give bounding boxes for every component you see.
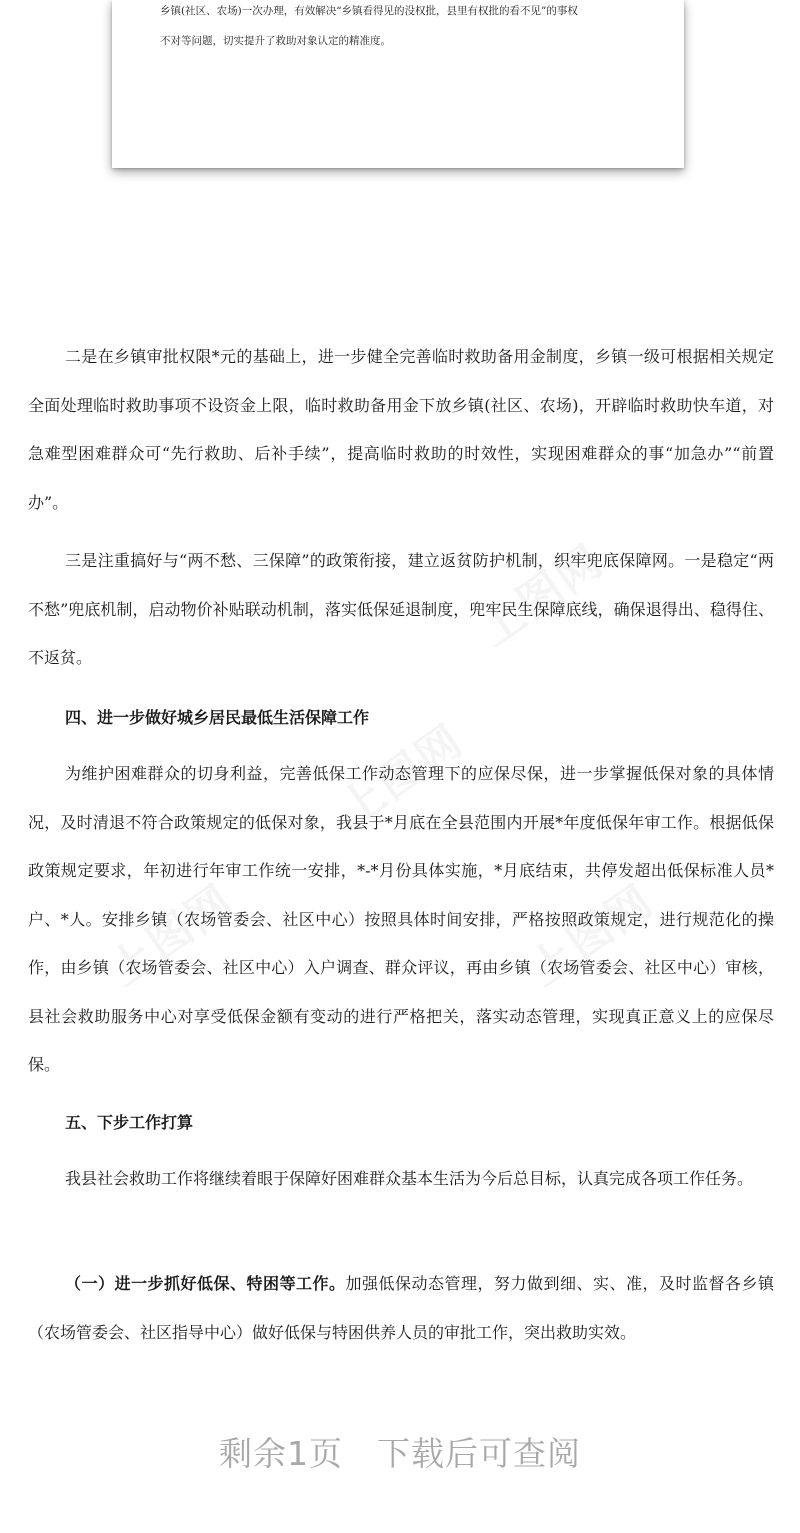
section-heading-4: 四、进一步做好城乡居民最低生活保障工作 <box>65 708 370 727</box>
download-to-view-label: 下载后可查阅 <box>377 1434 581 1473</box>
paragraph-minimum-living-security: 为维护困难群众的切身利益，完善低保工作动态管理下的应保尽保，进一步掌握低保对象的具体情况，及时清退不符合政策规定的低保对象，我县于*月底在全县范围内开展*年度低保年审工作。根据低保政策规定要求，年初进行年审工作统一安排，*-*月份具体实施，*月底结束，共停发超出低保标准人员*户、*人。安排乡镇（农场管委会、社区中心）按照具体时间安排，严格按照政策规定，进行规范化的操作，由乡镇（农场管委会、社区中心）入户调查、群众评议，再由乡镇（农场管委会、社区中心）审核，县社会救助服务中心对享受低保金额有变动的进行严格把关，落实动态管理，实现真正意义上的应保尽保。 <box>28 764 774 1074</box>
watermark: 上图网 <box>330 715 473 837</box>
preview-page-card <box>112 0 684 168</box>
remaining-pages-label: 剩余1页 <box>219 1434 343 1473</box>
preview-text-line-2: 不对等问题，切实提升了救助对象认定的精准度。 <box>160 35 391 47</box>
paragraph-temporary-assistance: 二是在乡镇审批权限*元的基础上，进一步健全完善临时救助备用金制度，乡镇一级可根据相关规定全面处理临时救助事项不设资金上限，临时救助备用金下放乡镇(社区、农场)，开辟临时救助快车道，对急难型困难群众可“先行救助、后补手续”，提高临时救助的时效性，实现困难群众的事“加急办”“前置办”。 <box>28 347 774 512</box>
section-heading-5: 五、下步工作打算 <box>65 1113 194 1132</box>
watermark: 上图网 <box>100 875 243 997</box>
watermark: 上图网 <box>470 535 613 657</box>
preview-text-line-1: 乡镇(社区、农场)一次办理，有效解决“乡镇看得见的没权批，县里有权批的看不见”的事权 <box>160 5 578 17</box>
paragraph-subsidy-work <box>28 1260 774 1357</box>
paragraph-poverty-prevention: 三是注重搞好与“两不愁、三保障”的政策衔接，建立返贫防护机制，织牢兜底保障网。一是稳定“两不愁”兜底机制，启动物价补贴联动机制，落实低保延退制度，兜牢民生保障底线，确保退得出、稳得住、不返贫。 <box>28 551 774 667</box>
download-prompt[interactable] <box>0 1428 800 1475</box>
subsection-body: 加强低保动态管理，努力做到细、实、准，及时监督各乡镇（农场管委会、社区指导中心）做好低保与特困供养人员的审批工作，突出救助实效。 <box>28 1274 774 1342</box>
watermark: 上图网 <box>520 875 663 997</box>
subsection-lead: （一）进一步抓好低保、特困等工作。 <box>65 1274 346 1293</box>
paragraph-next-steps: 我县社会救助工作将继续着眼于保障好困难群众基本生活为今后总目标，认真完成各项工作任务。 <box>65 1169 754 1188</box>
